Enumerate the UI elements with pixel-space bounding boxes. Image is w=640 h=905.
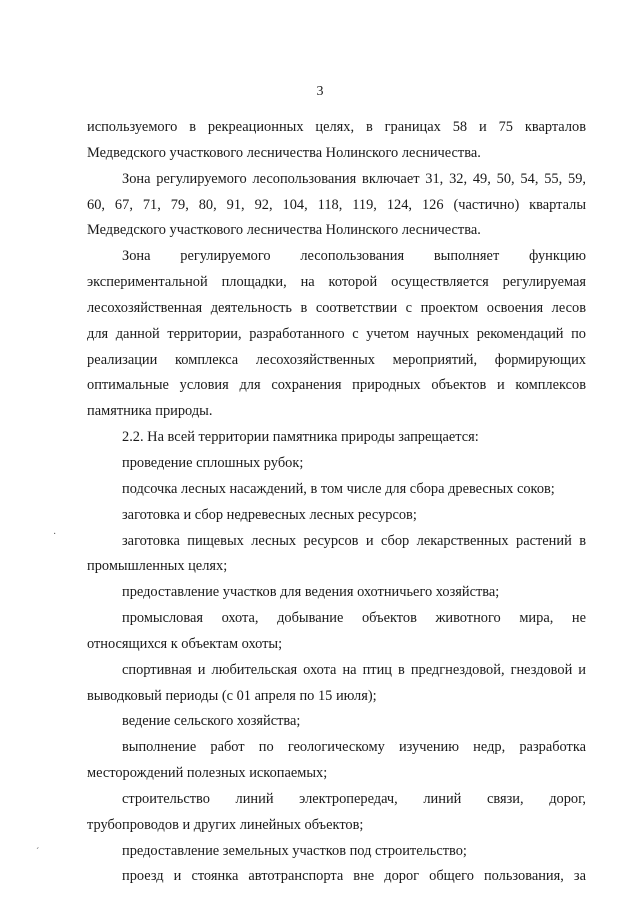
text-line: проведение сплошных рубок; (122, 454, 304, 471)
scan-tick-mark: ˊ (36, 847, 40, 858)
text-line: лесохозяйственная деятельность в соответствии с проектом освоения лесов (87, 299, 586, 316)
text-line: памятника природы. (87, 403, 213, 420)
text-line: оптимальные условия для сохранения природных объектов и комплексов (87, 377, 586, 394)
text-line: подсочка лесных насаждений, в том числе для сбора древесных соков; (122, 480, 555, 497)
text-line: Зона регулируемого лесопользования включает 31, 32, 49, 50, 54, 55, 59, (122, 170, 586, 187)
text-line: реализации комплекса лесохозяйственных мероприятий, формирующих (87, 351, 586, 368)
text-line: предоставление земельных участков под строительство; (122, 842, 467, 859)
text-line: проезд и стоянка автотранспорта вне дорог общего пользования, за (122, 868, 586, 885)
document-body (87, 115, 586, 890)
text-line: Медведского участкового лесничества Нолинского лесничества. (87, 222, 481, 239)
text-line: спортивная и любительская охота на птиц в предгнездовой, гнездовой и (122, 661, 586, 678)
text-line: строительство линий электропередач, линий связи, дорог, (122, 790, 586, 807)
text-line: трубопроводов и других линейных объектов; (87, 816, 364, 833)
text-line: 2.2. На всей территории памятника природы запрещается: (122, 429, 479, 446)
text-line: промысловая охота, добывание объектов животного мира, не (122, 610, 586, 627)
scan-speck-mark: · (53, 529, 57, 540)
text-line: заготовка и сбор недревесных лесных ресурсов; (122, 506, 417, 523)
text-line: месторождений полезных ископаемых; (87, 765, 328, 782)
text-line: используемого в рекреационных целях, в границах 58 и 75 кварталов (87, 119, 586, 135)
text-line: ведение сельского хозяйства; (122, 713, 301, 730)
text-line: Зона регулируемого лесопользования выполняет функцию (122, 248, 586, 265)
text-line: относящихся к объектам охоты; (87, 635, 283, 652)
page-number: 3 (316, 84, 324, 99)
text-line: Медведского участкового лесничества Нолинского лесничества. (87, 144, 481, 161)
text-line: выполнение работ по геологическому изучению недр, разработка (122, 739, 586, 756)
text-line: для данной территории, разработанного с учетом научных рекомендаций по (87, 325, 586, 342)
text-line: выводковый периоды (с 01 апреля по 15 июля); (87, 687, 377, 704)
text-line: промышленных целях; (87, 558, 228, 575)
text-line: экспериментальной площадки, на которой осуществляется регулируемая (87, 274, 586, 291)
text-line: 60, 67, 71, 79, 80, 91, 92, 104, 118, 119, 124, 126 (частично) кварталы (87, 196, 586, 213)
text-line: заготовка пищевых лесных ресурсов и сбор лекарственных растений в (122, 532, 586, 549)
text-line: предоставление участков для ведения охотничьего хозяйства; (122, 584, 500, 601)
